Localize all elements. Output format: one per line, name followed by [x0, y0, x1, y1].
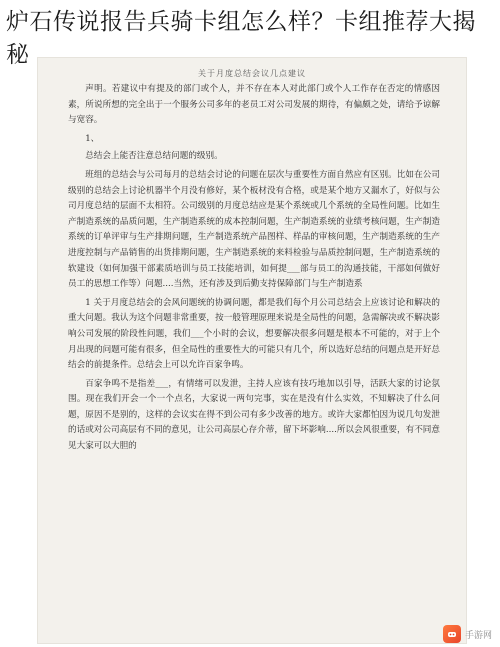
document-scan-image — [38, 58, 466, 643]
document-body — [68, 82, 440, 458]
document-paragraph: 百家争鸣不是指差___，有情绪可以发泄，主持人应该有技巧地加以引导，活跃大家的讨论氛围。现在我们开会一个一个点名，大家说一两句完事，实在是没有什么实效，不知解决了什么问题，原因不是别的，这样的会议实在得不到公司有多少改善的地方。或许大家都怕因为说几句发泄的话或对公司高层有不同的意见，让公司高层心存介蒂，留下坏影响....所以会风很重要，有不同意见大家可以大胆的 — [68, 378, 440, 452]
document-paragraph: 声明。若建议中有提及的部门或个人，并不存在本人对此部门或个人工作存在否定的情感因素，所说所想的完全出于一个服务公司多年的老员工对公司发展的期待，有偏颇之处，请给予谅解与宽容。 — [68, 84, 440, 126]
document-paragraph: 1 关于月度总结会的会风问题统的协调问题，都是我们每个月公司总结会上应该讨论和解决的重大问题。我认为这个问题非常重要，按一般管理原理来说是全局性的问题，急需解决或不解决影响公司发展的阶段性问题，我们___个小时的会议，想要解决很多问题是根本不可能的，对于上个月出现的问题可能有很多，但全局性的重要性大的可能只有几个，所以选好总结的问题点是开好总结会的前提条件。总结会上可以允许百家争鸣。 — [68, 297, 440, 371]
document-paragraph: 1、 — [85, 133, 100, 144]
watermark-text: 手游网 — [464, 630, 492, 641]
watermark-logo-icon — [443, 625, 461, 643]
document-paragraph: 班组的总结会与公司每月的总结会讨论的问题在层次与重要性方面自然应有区别。比如在公司级别的总结会上讨论机器半个月没有修好，某个板材没有合格，或是某个地方又漏水了，好似与公司月度总结的层面不太相符。公司级别的月度总结应是某个系统或几个系统的全局性问题。比如生产制造系统的品质问题，生产制造系统的成本控制问题，生产制造系统的业绩考核问题，生产制造系统的订单评审与生产排期问题，生产制造系统产品图样、样品的审核问题，生产制造系统的生产进度控制与产品销售的出货排期问题，生产制造系统的来料检验与品质控制问题，生产制造系统的软建设（如何加强干部素质培训与员工技能培训，如何提___部与员工的沟通技能，干部如何做好员工的思想工作等）问题....当然，还有涉及到后勤支持保障部门与生产制造系 — [68, 169, 440, 290]
site-watermark — [443, 625, 492, 643]
document-title: 关于月度总结会议几点建议 — [198, 69, 306, 78]
document-paragraph: 总结会上能否注意总结问题的级别。 — [85, 151, 223, 162]
article-headline: 炉石传说报告兵骑卡组怎么样？卡组推荐大揭秘 — [6, 9, 476, 68]
